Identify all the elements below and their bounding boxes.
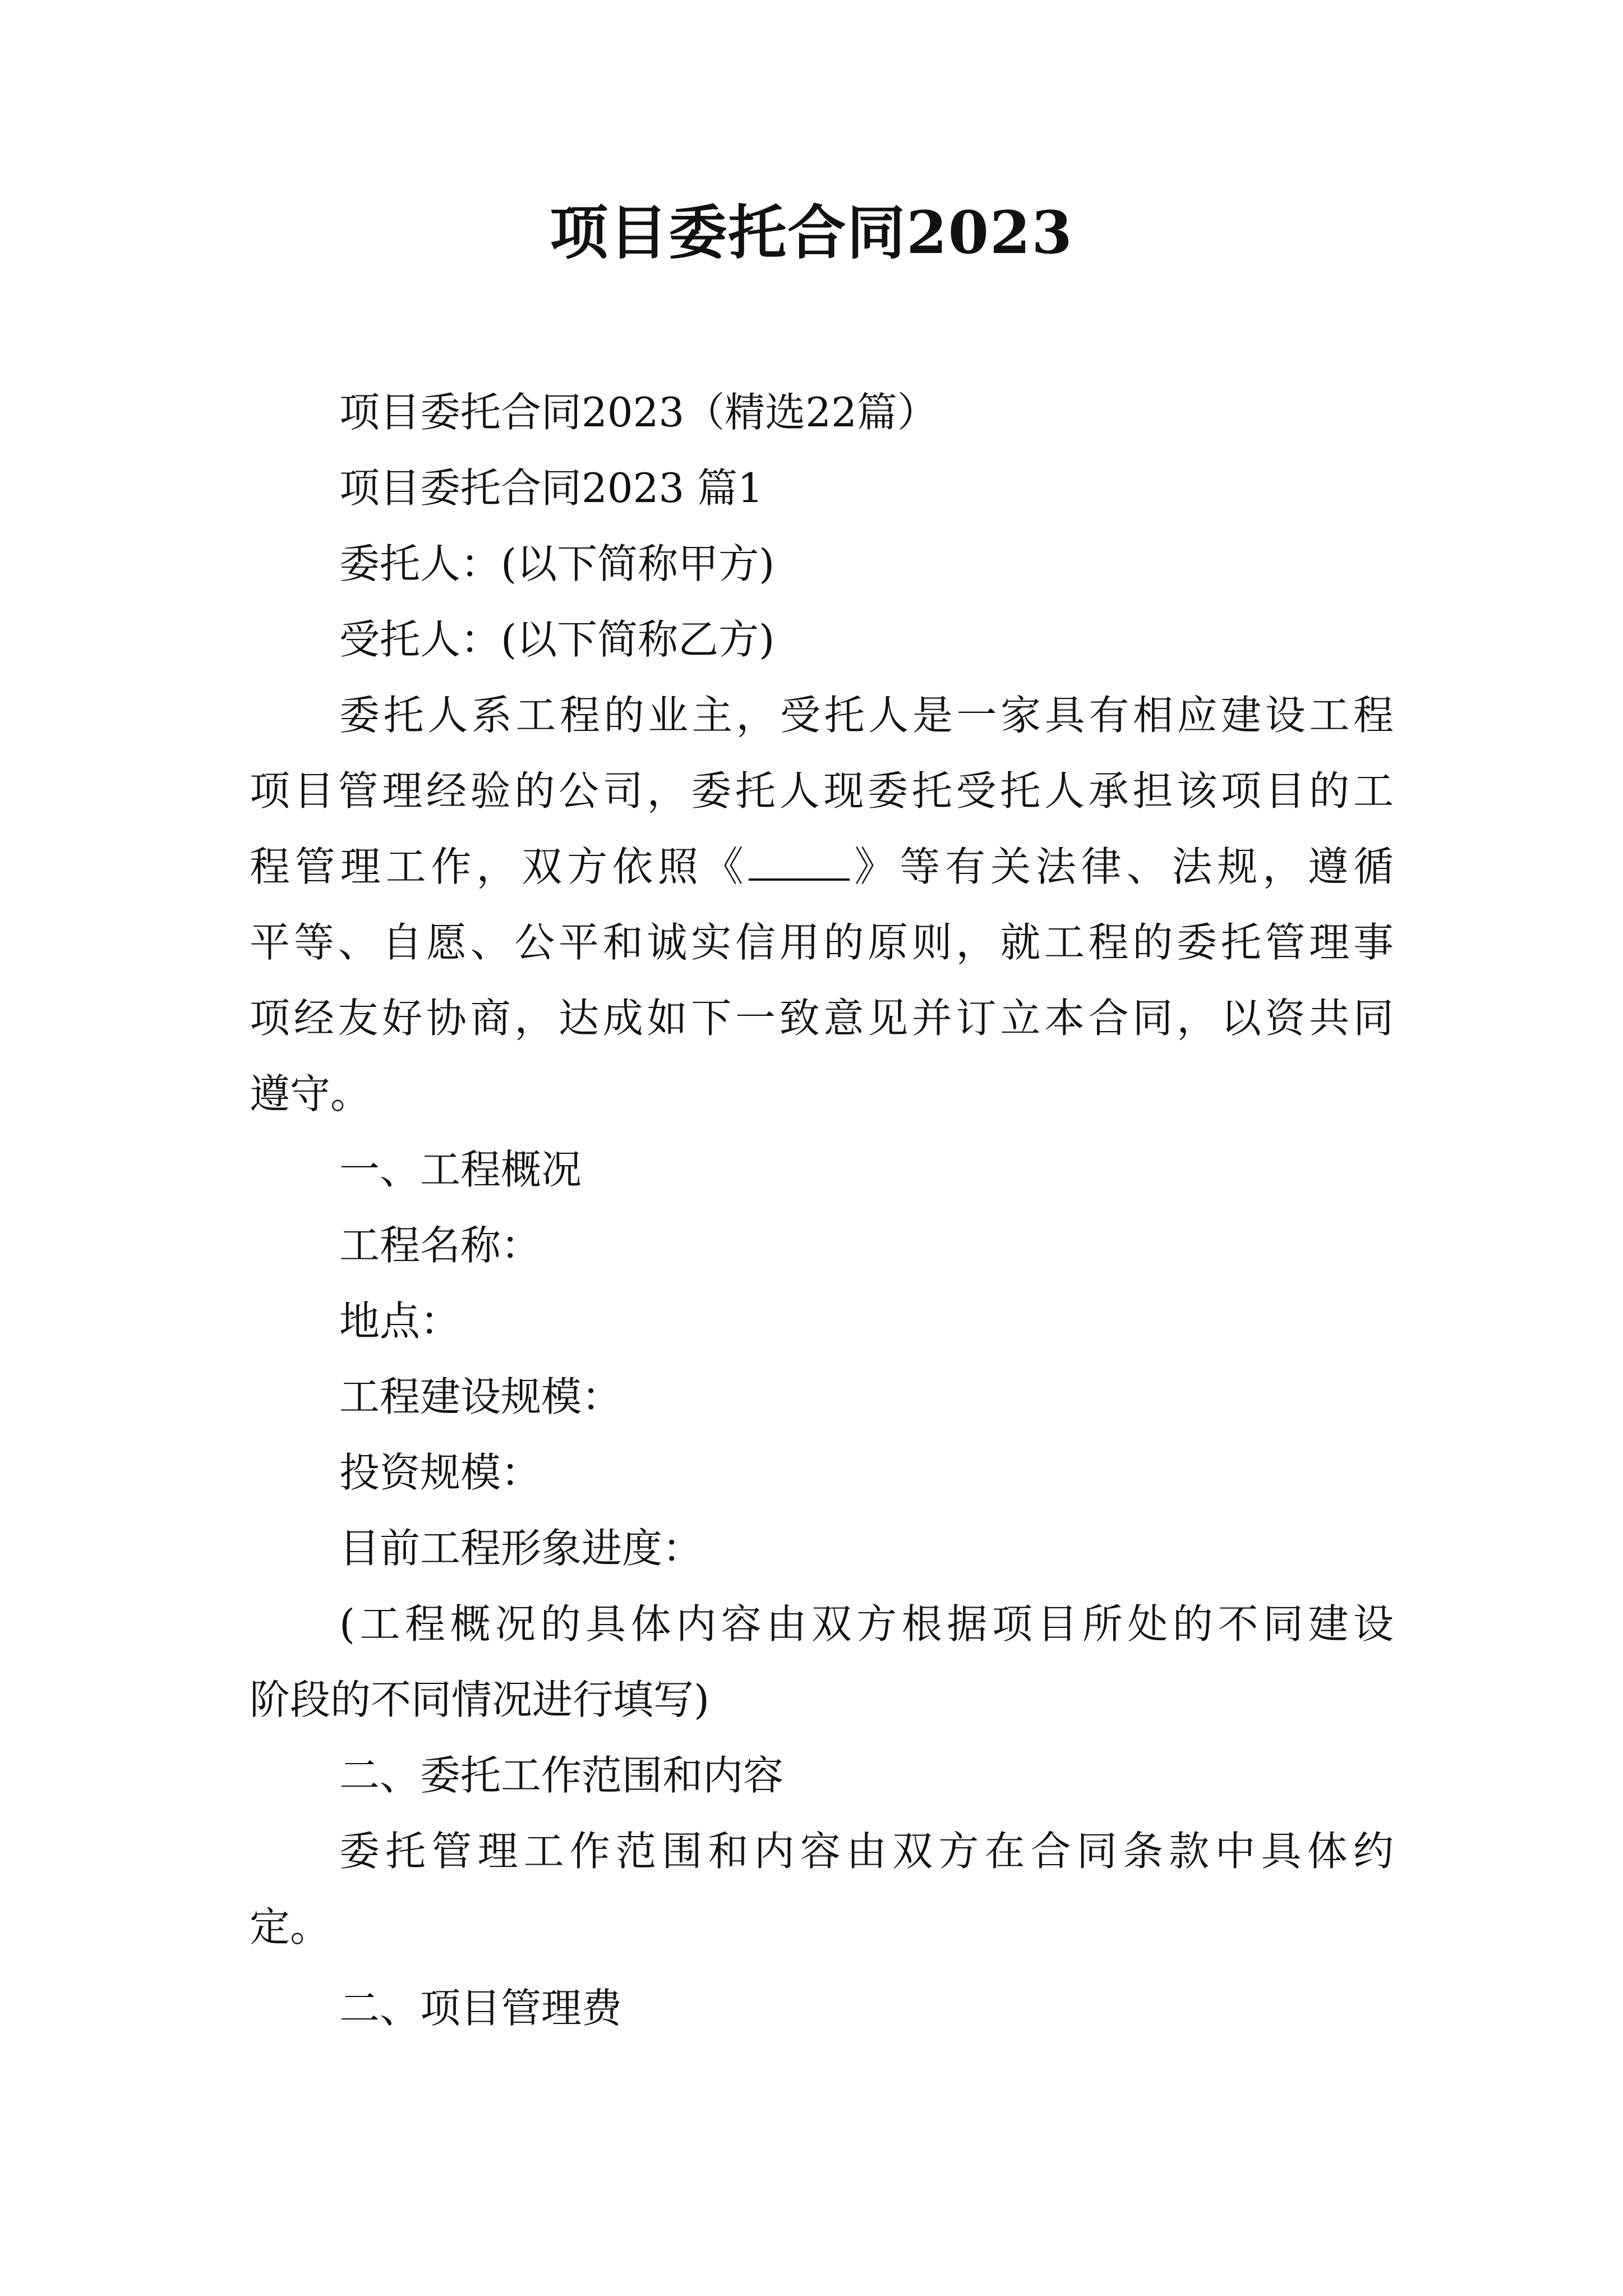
intro-text-before-blank: 程管理工作，双方依照《 xyxy=(250,843,749,890)
field-current-progress: 目前工程形象进度： xyxy=(339,1525,703,1572)
intro-paragraph-line: 项目管理经验的公司，委托人现委托受托人承担该项目的工 xyxy=(250,767,1394,815)
chapter-heading: 项目委托合同2023 篇1 xyxy=(339,464,763,512)
note-line: 阶段的不同情况进行填写) xyxy=(250,1676,710,1723)
document-subtitle: 项目委托合同2023（精选22篇） xyxy=(339,389,938,436)
law-name-blank xyxy=(749,839,850,881)
scope-paragraph-line: 定。 xyxy=(250,1903,331,1950)
scope-paragraph-line: 委托管理工作范围和内容由双方在合同条款中具体约 xyxy=(339,1828,1394,1875)
intro-paragraph-line: 遵守。 xyxy=(250,1070,371,1117)
note-line: (工程概况的具体内容由双方根据项目所处的不同建设 xyxy=(339,1600,1394,1648)
intro-paragraph-line: 平等、自愿、公平和诚实信用的原则，就工程的委托管理事 xyxy=(250,919,1394,966)
contractor-line: 受托人：(以下简称乙方) xyxy=(339,616,775,663)
intro-text-after-blank: 》等有关法律、法规，遵循 xyxy=(849,843,1394,890)
section-heading-scope: 二、委托工作范围和内容 xyxy=(339,1752,784,1799)
client-line: 委托人：(以下简称甲方) xyxy=(339,540,775,587)
intro-paragraph-line xyxy=(250,827,1394,906)
field-project-name: 工程名称： xyxy=(339,1222,542,1269)
field-construction-scale: 工程建设规模： xyxy=(339,1373,623,1420)
document-title: 项目委托合同2023 xyxy=(550,198,1073,267)
section-heading-management-fee: 二、项目管理费 xyxy=(339,1985,623,2032)
field-investment-scale: 投资规模： xyxy=(339,1449,542,1496)
intro-paragraph-line: 委托人系工程的业主，受托人是一家具有相应建设工程 xyxy=(339,692,1394,739)
field-location: 地点： xyxy=(339,1297,461,1345)
section-heading-project-overview: 一、工程概况 xyxy=(339,1146,582,1193)
intro-paragraph-line: 项经友好协商，达成如下一致意见并订立本合同，以资共同 xyxy=(250,995,1394,1042)
